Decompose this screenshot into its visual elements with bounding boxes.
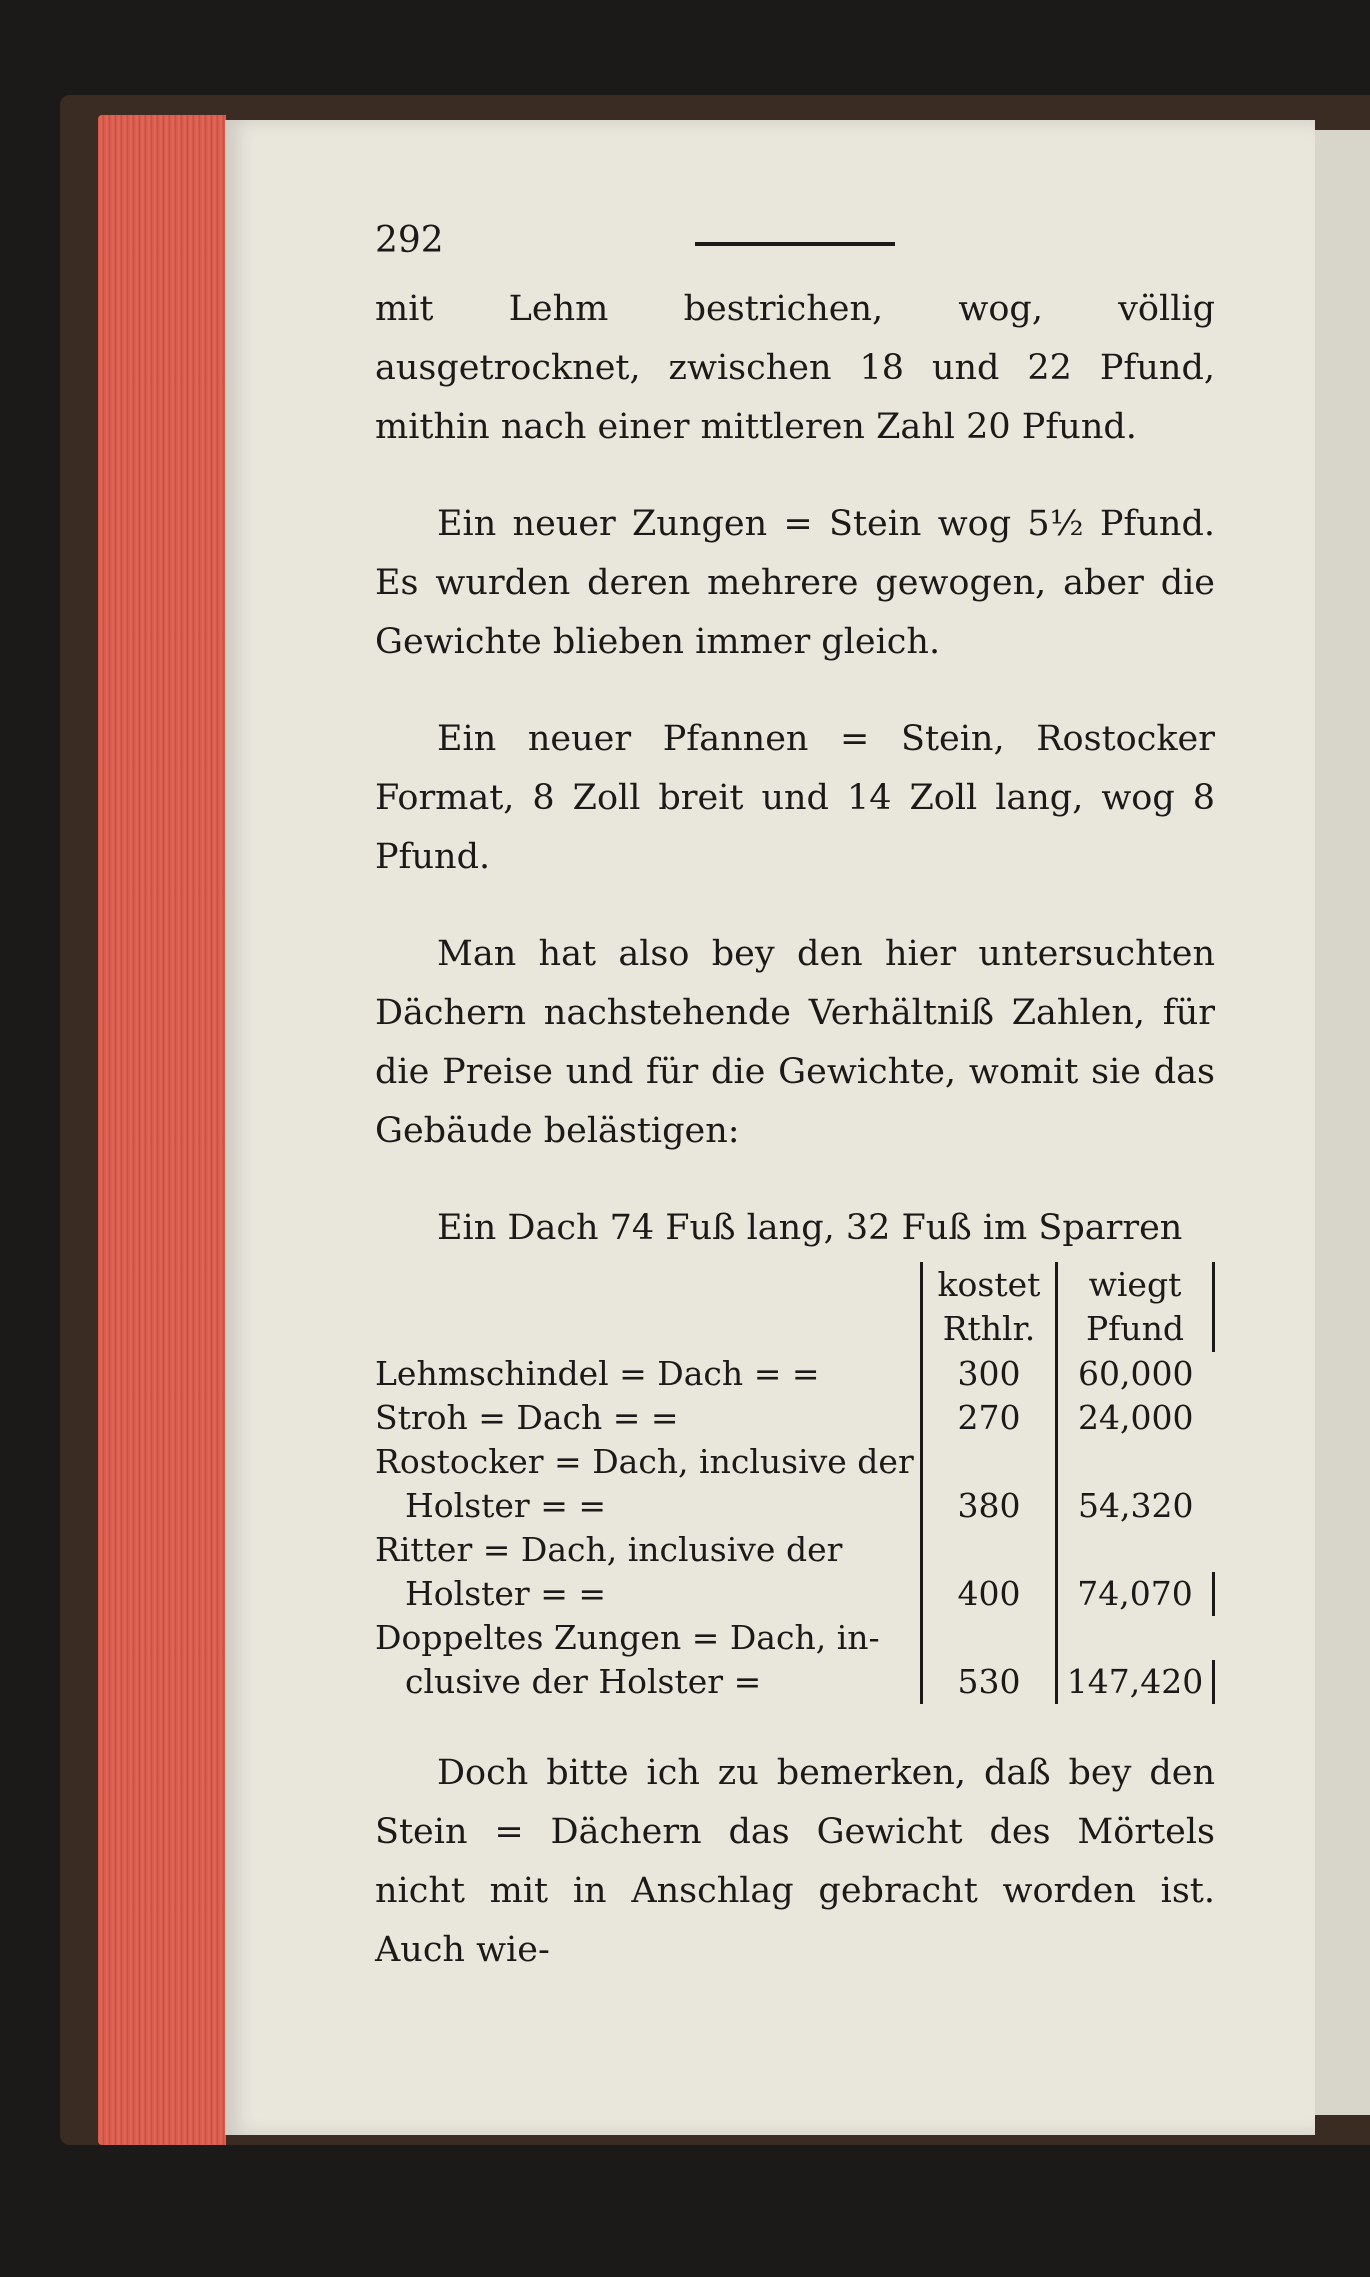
table-row-continued <box>375 1660 1214 1704</box>
row-dots: = <box>733 1662 762 1701</box>
row-weight: 60,000 <box>1056 1352 1213 1396</box>
column-header-cost: kostet Rthlr. <box>922 1262 1057 1352</box>
row-dots: = = <box>753 1354 820 1393</box>
closing-paragraph: Doch bitte ich zu bemerken, daß bey den Stein = Dächern das Gewicht des Mörtels nicht mit in Anschlag gebracht worden ist. Auch wie- <box>375 1753 1215 1970</box>
row-sub: Holster <box>405 1486 530 1525</box>
row-name: Rostocker = Dach, inclusive der <box>375 1442 914 1481</box>
table-row <box>375 1528 1214 1572</box>
row-sub: Holster <box>405 1574 530 1613</box>
row-sub: clusive der Holster <box>405 1662 724 1701</box>
row-dots: = = <box>612 1398 679 1437</box>
row-name: Lehmschindel = Dach <box>375 1354 744 1393</box>
table-row-continued <box>375 1484 1214 1528</box>
roof-table <box>375 1262 1215 1704</box>
page-header <box>375 220 1215 280</box>
table-row-continued <box>375 1572 1214 1616</box>
paragraph-3: Ein neuer Pfannen = Stein, Rostocker Format, 8 Zoll breit und 14 Zoll lang, wog 8 Pfund. <box>375 719 1215 877</box>
column-header-weight: wiegt Pfund <box>1056 1262 1213 1352</box>
table-header-row <box>375 1262 1214 1352</box>
row-weight: 147,420 <box>1056 1660 1213 1704</box>
paragraph-2: Ein neuer Zungen = Stein wog 5½ Pfund. Es wurden deren mehrere gewogen, aber die Gewichte blieben immer gleich. <box>375 504 1215 662</box>
table-row <box>375 1396 1214 1440</box>
row-weight: 24,000 <box>1056 1396 1213 1440</box>
row-dots: = = <box>540 1574 606 1613</box>
paragraph-4: Man hat also bey den hier untersuchten Dächern nachstehende Verhältniß Zahlen, für die Preise und für die Gewichte, womit sie das Gebäude belästigen: <box>375 934 1215 1151</box>
row-weight: 74,070 <box>1056 1572 1213 1616</box>
row-cost: 270 <box>922 1396 1057 1440</box>
row-cost: 530 <box>922 1660 1057 1704</box>
page-number: 292 <box>375 220 444 261</box>
header-rule <box>695 242 895 246</box>
row-name: Stroh = Dach <box>375 1398 603 1437</box>
page-edges <box>98 115 226 2145</box>
page-text <box>375 220 1215 1980</box>
row-dots: = = <box>540 1486 606 1525</box>
row-weight: 54,320 <box>1056 1484 1213 1528</box>
row-name: Ritter = Dach, inclusive der <box>375 1530 843 1569</box>
table-row <box>375 1440 1214 1484</box>
table-row <box>375 1352 1214 1396</box>
table-header-blank <box>375 1262 922 1352</box>
book-page <box>225 120 1315 2135</box>
table-row <box>375 1616 1214 1660</box>
row-cost: 380 <box>922 1484 1057 1528</box>
row-cost: 400 <box>922 1572 1057 1616</box>
row-name: Doppeltes Zungen = Dach, in- <box>375 1618 880 1657</box>
paragraph-1: mit Lehm bestrichen, wog, völlig ausgetrocknet, zwischen 18 und 22 Pfund, mithin nach einer mittleren Zahl 20 Pfund. <box>375 289 1215 447</box>
facing-page-edge <box>1312 130 1370 2115</box>
table-heading: Ein Dach 74 Fuß lang, 32 Fuß im Sparren <box>437 1208 1183 1248</box>
row-cost: 300 <box>922 1352 1057 1396</box>
